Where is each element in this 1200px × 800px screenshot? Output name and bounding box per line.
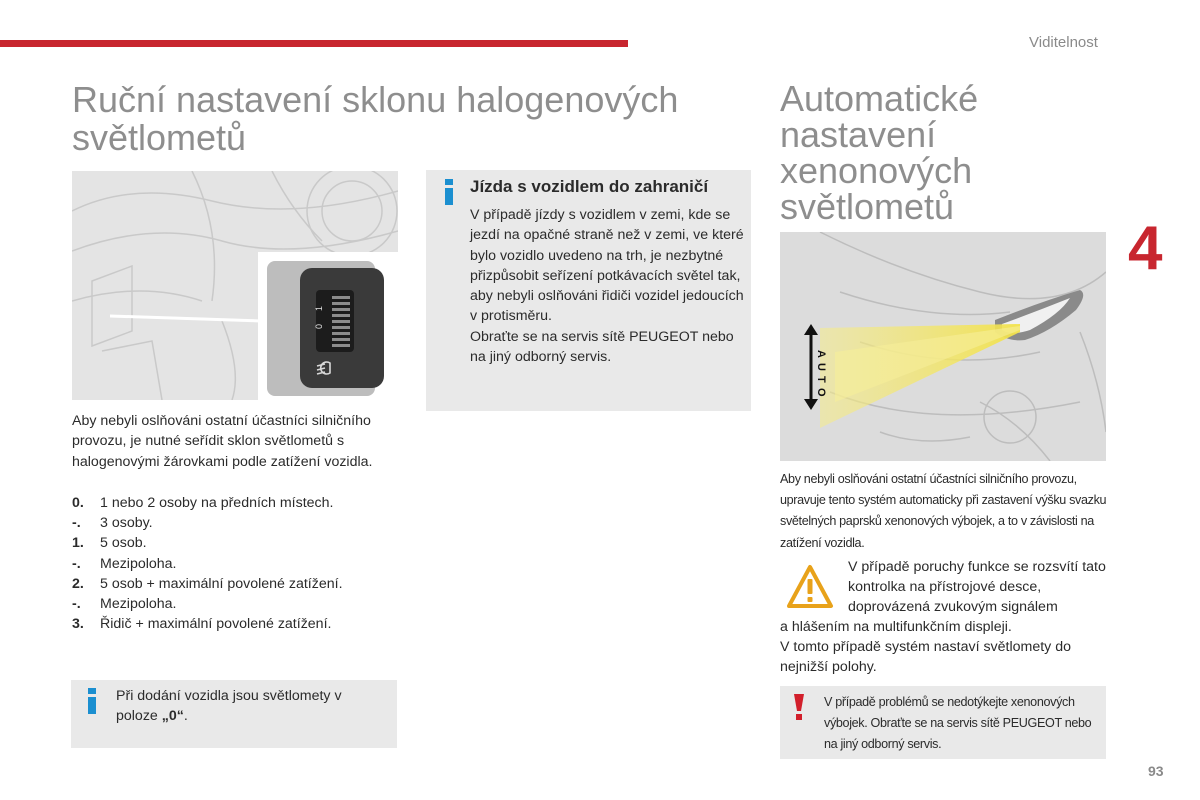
list-item-key: -. (72, 596, 81, 613)
warning-triangle-icon (786, 563, 834, 611)
right-title (780, 78, 1110, 227)
delivery-note-suffix: . (183, 708, 188, 725)
list-item (72, 493, 402, 513)
list-item-text: 3 osoby. (100, 515, 153, 532)
list-item-text: Mezipoloha. (100, 596, 177, 613)
list-item (72, 513, 402, 533)
auto-letter: T (815, 376, 827, 383)
xenon-alert-box (780, 686, 1106, 759)
right-title-line: Automatické (780, 78, 979, 119)
fault-warning-line: V tomto případě systém nastaví světlomety do nejnižší polohy. (780, 639, 1071, 676)
list-item-text: Řidič + maximální povolené zatížení. (100, 616, 332, 633)
headlamp-switch-illustration (72, 171, 398, 400)
list-item (72, 574, 402, 594)
auto-letter: A (815, 350, 827, 358)
fault-warning-continued (780, 617, 1110, 678)
list-item-text: 1 nebo 2 osoby na předních místech. (100, 495, 334, 511)
list-item-key: -. (72, 555, 81, 572)
delivery-note-text (116, 686, 386, 727)
left-title (72, 81, 712, 157)
delivery-note-box (71, 680, 397, 748)
abroad-info-paragraph: Obraťte se na servis sítě PEUGEOT nebo na jiný odborný servis. (470, 328, 734, 366)
left-title-line2: světlometů (72, 117, 247, 158)
left-title-line1: Ruční nastavení sklonu halogenových (72, 79, 679, 120)
section-label: Viditelnost (1029, 34, 1098, 51)
list-item-text: 5 osob. (100, 535, 147, 552)
xenon-alert-text: V případě problémů se nedotýkejte xenonových výbojek. Obraťte se na servis sítě PEUGEOT nebo na jiný odborný servis. (824, 695, 1092, 752)
abroad-info-title: Jízda s vozidlem do zahraničí (470, 177, 709, 196)
left-intro-paragraph: Aby nebyli oslňováni ostatní účastníci silničního provozu, je nutné seřídit sklon světlometů s halogenovými žárovkami podle zatížení vozidla. (72, 413, 373, 470)
chapter-number: 4 (1128, 214, 1163, 283)
info-icon (86, 688, 98, 714)
header-accent-bar (0, 40, 628, 47)
list-item-text: 5 osob + maximální povolené zatížení. (100, 575, 343, 592)
exclamation-icon (793, 694, 805, 720)
switch-label-0: 0 (314, 323, 324, 329)
list-item-key: 0. (72, 495, 84, 511)
info-icon (443, 179, 455, 205)
right-title-line: světlometů (780, 186, 955, 227)
right-title-line: xenonových (780, 150, 973, 191)
abroad-info-body (470, 205, 745, 367)
auto-letter: O (815, 388, 827, 397)
right-intro-paragraph: Aby nebyli oslňováni ostatní účastníci silničního provozu, upravuje tento systém automaticky při zastavení výšku svazku světelných paprsků xenonových výbojek, a to v závislosti na zatížení vozidla. (780, 472, 1107, 550)
fault-warning-text: V případě poruchy funkce se rozsvítí tato kontrolka na přístrojové desce, doprovázená zvukovým signálem (848, 559, 1106, 616)
delivery-note-value: „0“ (161, 708, 184, 725)
abroad-info-paragraph: V případě jízdy s vozidlem v zemi, kde se jezdí na opačné straně než v zemi, ve které bylo vozidlo uvedeno na trh, je nezbytné přizpůsobit seřízení potkávacích světel tak, aby nebyli oslňováni řidiči vozidel jedoucích v protisměru. (470, 207, 744, 325)
list-item-key: 2. (72, 575, 84, 592)
list-item-key: -. (72, 515, 81, 532)
list-item (72, 614, 402, 634)
list-item-key: 3. (72, 616, 84, 633)
delivery-note-prefix: Při dodání vozidla jsou světlomety v poloze (116, 688, 342, 725)
list-item (72, 533, 402, 553)
page-number: 93 (1148, 763, 1164, 779)
list-item-key: 1. (72, 535, 84, 552)
list-item (72, 554, 402, 574)
abroad-info-box (426, 170, 751, 411)
xenon-headlamp-illustration (780, 232, 1106, 461)
auto-letter: U (815, 363, 827, 371)
fault-warning-line: a hlášením na multifunkčním displeji. (780, 619, 1012, 635)
load-positions-list (72, 493, 402, 634)
switch-label-1: 1 (314, 305, 324, 311)
right-title-line: nastavení (780, 114, 937, 155)
list-item (72, 594, 402, 614)
list-item-text: Mezipoloha. (100, 555, 177, 572)
